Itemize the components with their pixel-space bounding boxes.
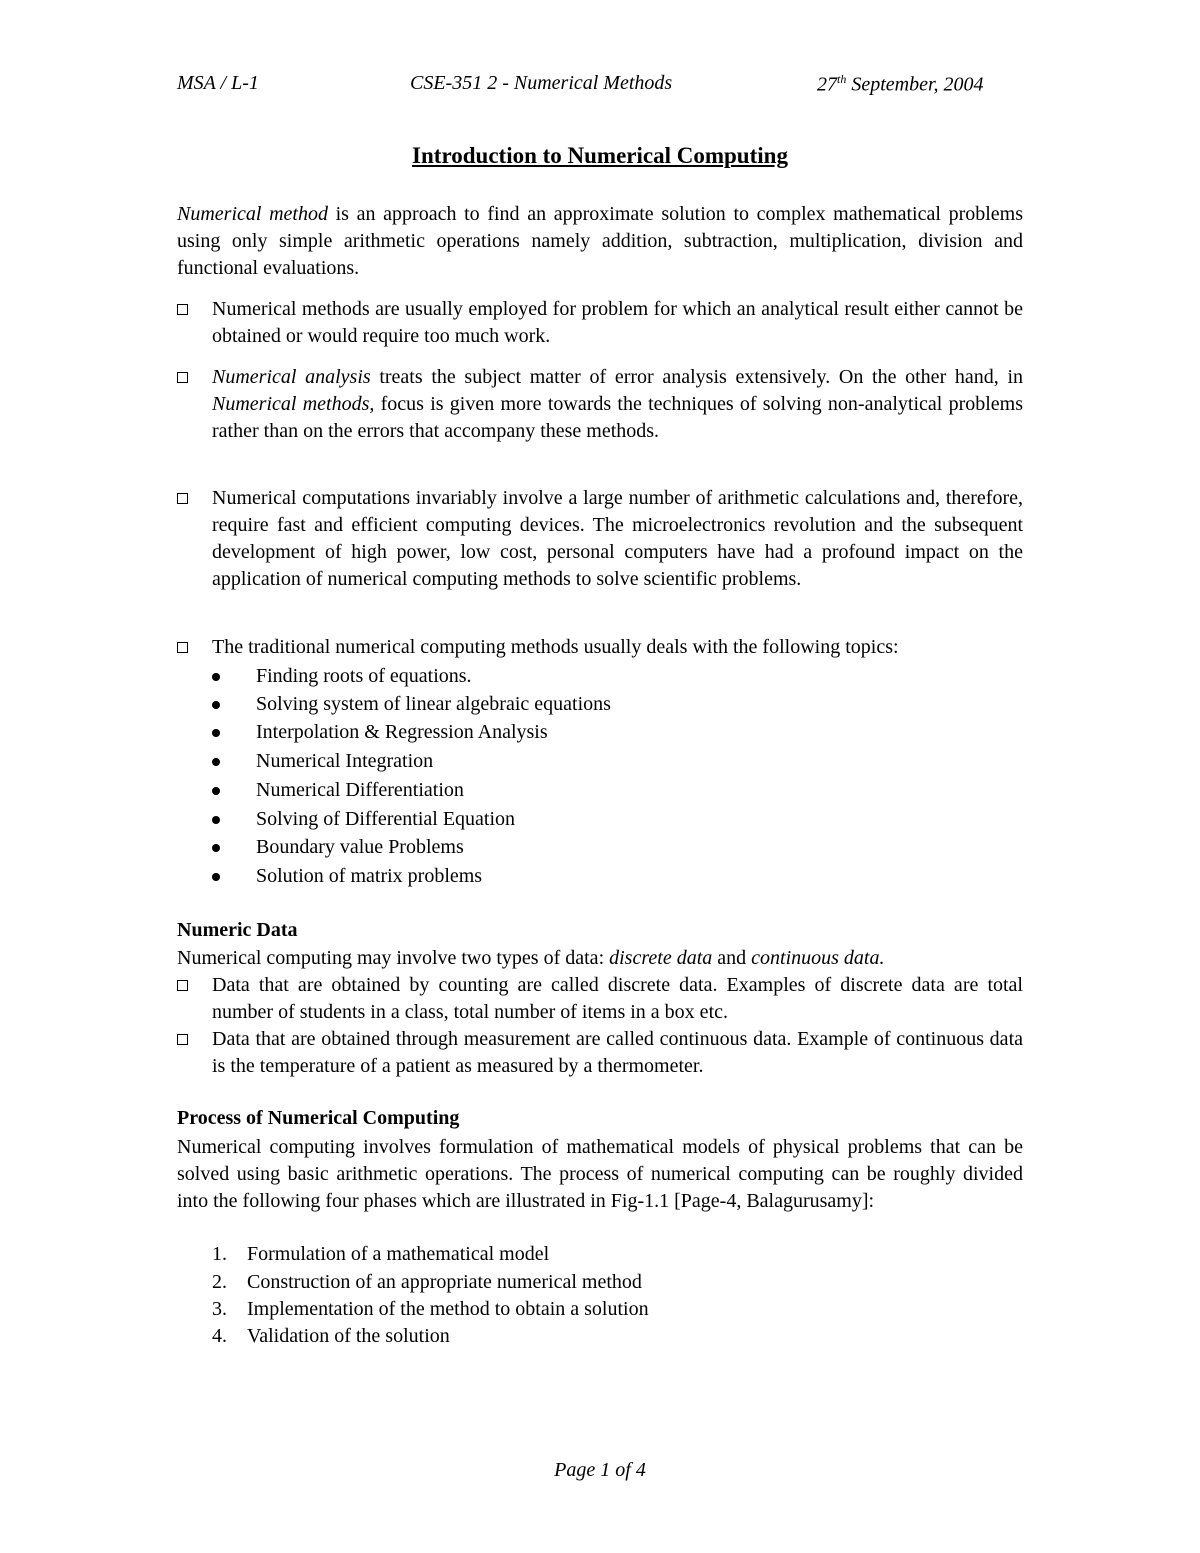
section-heading-numeric-data: Numeric Data [177, 919, 298, 941]
numbered-item: 2. Construction of an appropriate numerical method [212, 1271, 642, 1293]
bullet-icon [212, 758, 220, 766]
checkbox-bullet-icon [177, 372, 188, 383]
section-heading-process: Process of Numerical Computing [177, 1107, 460, 1129]
checkbox-bullet-icon [177, 493, 188, 504]
bullet-icon [212, 873, 220, 881]
topic-item: Finding roots of equations. [212, 663, 472, 690]
list-item: Numerical methods are usually employed for problem for which an analytical result either cannot be obtained or would require too much work. [177, 296, 1023, 350]
numeric-data-intro: Numerical computing may involve two types of data: discrete data and continuous data. [177, 947, 885, 969]
numbered-item: 4. Validation of the solution [212, 1325, 450, 1347]
checkbox-bullet-icon [177, 1034, 188, 1045]
header-left: MSA / L-1 [177, 72, 259, 94]
list-item: The traditional numerical computing methods usually deals with the following topics: [177, 634, 1023, 661]
topic-item: Numerical Integration [212, 748, 433, 775]
checkbox-bullet-icon [177, 642, 188, 653]
list-item: Data that are obtained through measurement are called continuous data. Example of continuous data is the temperature of a patient as measured by a thermometer. [177, 1026, 1023, 1080]
list-item: Numerical analysis treats the subject matter of error analysis extensively. On the other hand, in Numerical methods, focus is given more towards the techniques of solving non-analytical problems rather than on the errors that accompany these methods. [177, 364, 1023, 445]
numbered-item: 1. Formulation of a mathematical model [212, 1243, 550, 1265]
bullet-icon [212, 844, 220, 852]
bullet-icon [212, 729, 220, 737]
process-paragraph: Numerical computing involves formulation of mathematical models of physical problems that can be solved using basic arithmetic operations. The process of numerical computing can be roughly divided into the following four phases which are illustrated in Fig-1.1 [Page-4, Balagurusamy]: [177, 1136, 1023, 1212]
topic-item: Solving of Differential Equation [212, 806, 515, 833]
topic-item: Numerical Differentiation [212, 777, 464, 804]
topic-item: Solving system of linear algebraic equations [212, 691, 611, 718]
page-footer: Page 1 of 4 [554, 1459, 646, 1481]
checkbox-bullet-icon [177, 304, 188, 315]
topic-item: Solution of matrix problems [212, 863, 482, 890]
header-course: CSE-351 2 - Numerical Methods [410, 72, 673, 94]
checkbox-bullet-icon [177, 980, 188, 991]
page-title: Introduction to Numerical Computing [412, 143, 788, 168]
bullet-icon [212, 816, 220, 824]
bullet-icon [212, 787, 220, 795]
topic-item: Interpolation & Regression Analysis [212, 719, 548, 746]
list-item: Data that are obtained by counting are called discrete data. Examples of discrete data are total number of students in a class, total number of items in a box etc. [177, 972, 1023, 1026]
topic-item: Boundary value Problems [212, 834, 464, 861]
bullet-icon [212, 673, 220, 681]
list-item: Numerical computations invariably involve a large number of arithmetic calculations and, therefore, require fast and efficient computing devices. The microelectronics revolution and the subsequent development of high power, low cost, personal computers have had a profound impact on the application of numerical computing methods to solve scientific problems. [177, 485, 1023, 593]
header-date: 27th September, 2004 [817, 72, 984, 96]
intro-paragraph: Numerical method is an approach to find an approximate solution to complex mathematical problems using only simple arithmetic operations namely addition, subtraction, multiplication, division and functional evaluations. [177, 203, 1023, 279]
bullet-icon [212, 701, 220, 709]
numbered-item: 3. Implementation of the method to obtain a solution [212, 1298, 649, 1320]
